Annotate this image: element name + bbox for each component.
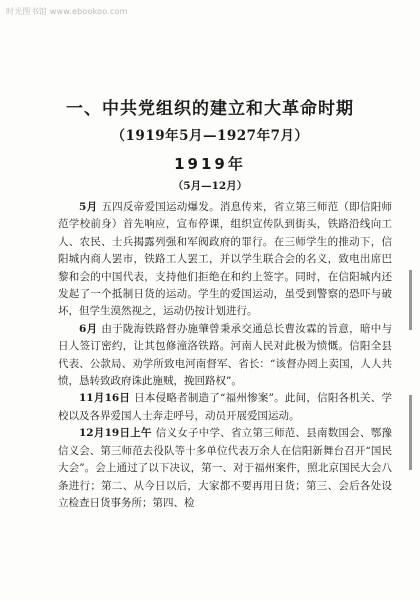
paragraph-date: 5月: [79, 201, 98, 213]
chapter-period: （1919年5月—1927年7月）: [111, 128, 309, 144]
scan-edge-mark: [409, 395, 412, 470]
paragraph-text: 日本侵略者制造了“福州惨案”。此间，信阳各机关、学校以及各界爱国人士奔走呼号，动员开展爱国运动。: [58, 392, 392, 422]
scan-edge-mark: [409, 270, 412, 330]
paragraph: [58, 321, 392, 391]
year-range: （5月—12月）: [172, 180, 248, 192]
watermark: 时光图书馆 www.ebookoo.com: [6, 7, 128, 16]
body-text: [58, 199, 392, 512]
paragraph-date: 12月19日上午: [79, 427, 152, 440]
paragraph-text: 由于陇海铁路督办施肇曾秉承交通总长曹汝霖的旨意，暗中与日人签订密约，让其包修潼洛铁路。河南人民对此极为愤慨。信阳全县代表、公款局、劝学所致电河南督军、省长：“该督办罔上卖国，人人共愤，恳转致政府诛此施贼，挽回路权”。: [58, 322, 392, 388]
paragraph: [58, 390, 392, 425]
year-title: 1919年: [174, 155, 246, 173]
paragraph: [58, 425, 392, 512]
paragraph-date: 6月: [79, 322, 98, 335]
paragraph-text: 信义女子中学、省立第三师范、县南数国会、鄂豫信义会、第三师范去役队等十多单位代表万余人在信阳新舞台召开“国民大会”。会上通过了以下决议，第一、对于福州案件，照北京国民大会八条进行；第二、从今日以后，大家都不要再用日货；第三、会后各处设立检查日货事务所；第四、检: [58, 427, 392, 509]
paragraph: [58, 199, 392, 321]
paragraph-text: 五四反帝爱国运动爆发。消息传来，省立第三师范（即信阳师范学校前身）首先响应，宣布停课，组织宣传队到街头，铁路沿线向工人、农民、士兵揭露列强和军阀政府的罪行。在三师学生的推动下，信阳城内商人罢市，铁路工人罢工，并以学生联合会的名义，致电出席巴黎和会的中国代表，支持他们拒绝在和约上签字。同时，在信阳城内还发起了一个抵制日货的运动。学生的爱国运动，虽受到警察的恐吓与破坏，但学生漠然视之，运动仍按计划进行。: [58, 201, 392, 318]
chapter-title: 一、中共党组织的建立和大革命时期: [66, 99, 354, 119]
paragraph-date: 11月16日: [79, 392, 131, 405]
